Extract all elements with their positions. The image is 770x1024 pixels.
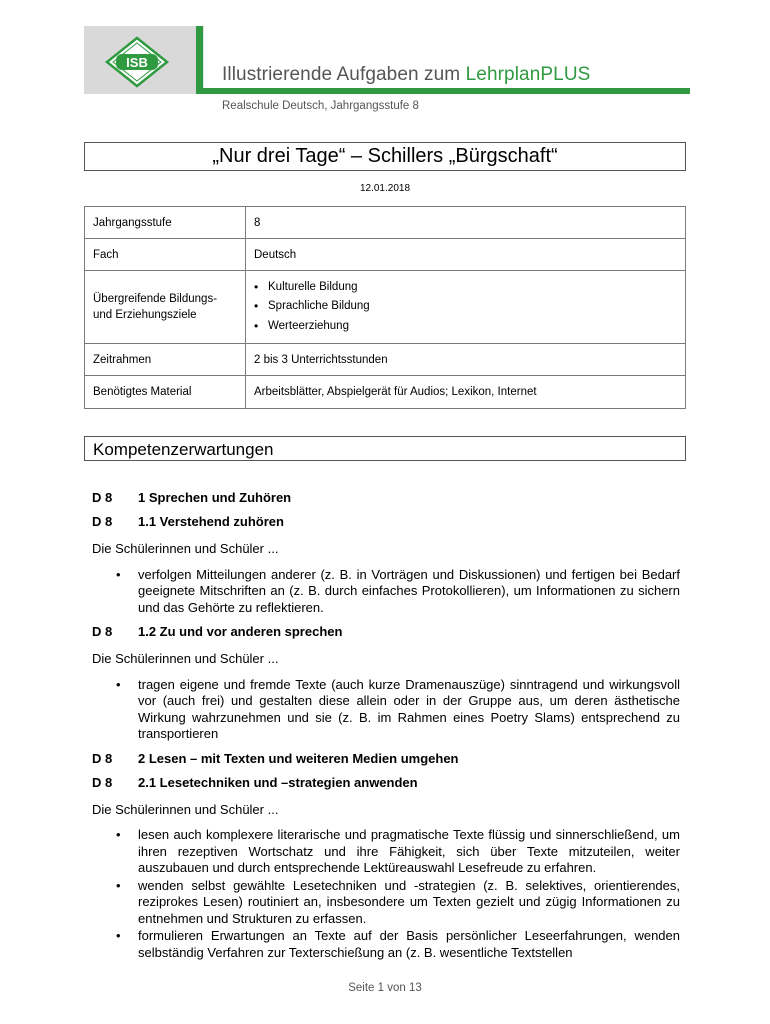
table-value-grade: 8	[246, 207, 686, 239]
intro-text: Die Schülerinnen und Schüler ...	[92, 801, 279, 817]
competency-heading-text: 1.2 Zu und vor anderen sprechen	[138, 624, 343, 639]
competency-list	[92, 827, 680, 961]
list-item: • lesen auch komplexere literarische und pragmatische Texte flüssig und sinnerschließend, um ihren rezeptiven Wortschatz und ihre Fähigkeit, sich über Texte mitzuteilen, weiter auszubauen und durch entsprechende Lektüreauswahl Lesefreude zu erfahren.	[138, 827, 680, 877]
table-row	[85, 344, 686, 376]
competency-code: D 8	[92, 624, 113, 639]
table-value-goals	[246, 271, 686, 344]
list-item: • tragen eigene und fremde Texte (auch kurze Dramenauszüge) sinntragend und wirkungsvoll vor (auch frei) und gestalten diese allein oder in der Gruppe aus, um deren ästhetische Wirkung wahrzunehmen und sie (z. B. im Rahmen eines Poetry Slams) entsprechend zu transportieren	[138, 677, 680, 743]
table-row	[85, 239, 686, 271]
table-key-grade: Jahrgangsstufe	[85, 207, 246, 239]
competency-heading	[92, 624, 680, 648]
table-row	[85, 271, 686, 344]
list-item: • formulieren Erwartungen an Texte auf der Basis persönlicher Leseerfahrungen, wenden selbständig Verfahren zur Texterschießung an (z. B. wesentliche Textstellen	[138, 928, 680, 961]
goals-list	[254, 278, 677, 337]
header-title	[222, 64, 590, 86]
document-title: „Nur drei Tage“ – Schillers „Bürgschaft“	[84, 142, 686, 171]
goals-list-item: • Sprachliche Bildung	[268, 297, 677, 317]
table-row	[85, 207, 686, 239]
competency-list	[92, 567, 680, 617]
list-item: • verfolgen Mitteilungen anderer (z. B. in Vorträgen und Diskussionen) und fertigen bei Bedarf geeignete Mitschriften an (z. B. durch einfaches Protokollieren), um Informationen zu sichern und das Gehörte zu reflektieren.	[138, 567, 680, 617]
competencies-content	[92, 490, 680, 969]
table-key-subject: Fach	[85, 239, 246, 271]
competency-code: D 8	[92, 750, 113, 766]
goals-list-item: • Kulturelle Bildung	[268, 278, 677, 298]
competency-code: D 8	[92, 490, 113, 505]
table-value-subject: Deutsch	[246, 239, 686, 271]
goals-list-item: • Werteerziehung	[268, 317, 677, 337]
page-footer: Seite 1 von 13	[348, 982, 422, 994]
header-subtitle: Realschule Deutsch, Jahrgangsstufe 8	[222, 100, 419, 112]
table-key-material: Benötigtes Material	[85, 376, 246, 409]
competency-heading	[92, 775, 680, 799]
competency-heading	[92, 490, 680, 514]
competency-heading-text: 2.1 Lesetechniken und –strategien anwenden	[138, 774, 418, 790]
logo-text: ISB	[126, 55, 148, 70]
header-green-horizontal-bar	[196, 88, 690, 94]
competency-heading-text: 1 Sprechen und Zuhören	[138, 490, 292, 505]
section-title: Kompetenzerwartungen	[84, 436, 686, 461]
document-date: 12.01.2018	[359, 183, 411, 194]
table-key-goals: Übergreifende Bildungs- und Erziehungsziele	[85, 271, 246, 344]
list-item: • wenden selbst gewählte Lesetechniken und -strategien (z. B. selektives, orientierendes, reziprokes Lesen) routiniert an, insbesondere um Texten gezielt und zügig Informationen zu entnehmen und Strukturen zu erfassen.	[138, 878, 680, 928]
table-row	[85, 376, 686, 409]
table-value-material: Arbeitsblätter, Abspielgerät für Audios; Lexikon, Internet	[246, 376, 686, 409]
competency-heading-text: 2 Lesen – mit Texten und weiteren Medien umgehen	[138, 750, 459, 766]
competency-heading-text: 1.1 Verstehend zuhören	[138, 514, 284, 529]
competency-code: D 8	[92, 514, 113, 529]
isb-logo	[104, 36, 170, 88]
competency-heading	[92, 514, 680, 538]
table-value-time: 2 bis 3 Unterrichtsstunden	[246, 344, 686, 376]
header-title-prefix: Illustrierende Aufgaben zum	[222, 64, 466, 85]
competency-code: D 8	[92, 774, 113, 790]
info-table	[84, 206, 686, 409]
table-key-time: Zeitrahmen	[85, 344, 246, 376]
header-green-vertical-bar	[196, 26, 203, 94]
header-title-accent: LehrplanPLUS	[465, 64, 591, 85]
intro-text: Die Schülerinnen und Schüler ...	[92, 651, 279, 666]
competency-list	[92, 677, 680, 743]
intro-text: Die Schülerinnen und Schüler ...	[92, 541, 279, 556]
competency-heading	[92, 751, 680, 775]
